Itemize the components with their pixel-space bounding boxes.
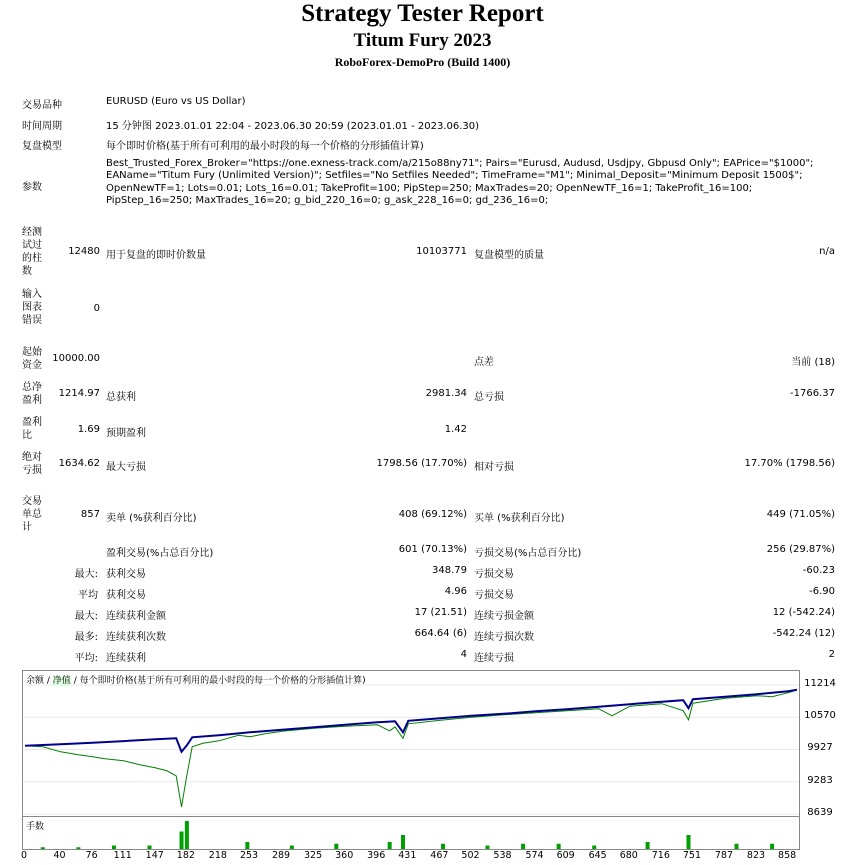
x-tick-label: 0	[20, 850, 28, 861]
short-label: 卖单 (%获利百分比)	[106, 513, 197, 524]
volume-chart	[22, 816, 800, 850]
loss-trades-value: 256 (29.87%)	[766, 544, 835, 555]
avg-consec-loss-value: 2	[828, 649, 835, 660]
volume-bar	[521, 844, 525, 849]
legend-equity: 净值	[52, 676, 71, 686]
errors-value: 0	[93, 303, 100, 314]
symbol-value: EURUSD (Euro vs US Dollar)	[106, 96, 246, 107]
x-tick-label: 538	[493, 850, 512, 861]
y-axis-labels	[800, 670, 845, 817]
max-consec-loss-label: 连续亏损金额	[474, 611, 534, 622]
spread-label: 点差	[474, 357, 494, 368]
max-consec-win-label: 连续获利金额	[106, 611, 166, 622]
profit-factor-value: 1.69	[77, 424, 100, 435]
most-label: 最多:	[74, 632, 98, 643]
volume-bar	[185, 821, 189, 849]
volume-chart-svg	[23, 817, 799, 849]
avg-loss-value: -6.90	[809, 586, 835, 597]
win-trades-label: 盈利交易(%占总百分比)	[106, 548, 214, 559]
legend-model: 每个即时价格(基于所有可利用的最小时段的每一个价格的分形插值计算)	[79, 676, 366, 686]
x-tick-label: 396	[367, 850, 386, 861]
volume-bar	[557, 844, 561, 849]
rel-drawdown-label: 相对亏损	[474, 462, 514, 473]
max-drawdown-value: 1798.56 (17.70%)	[376, 458, 467, 469]
quality-label: 复盘模型的质量	[474, 250, 544, 261]
x-tick-label: 858	[778, 850, 797, 861]
volume-bar	[441, 844, 445, 849]
x-tick-label: 40	[53, 850, 66, 861]
volume-bar	[334, 844, 338, 849]
x-tick-label: 253	[239, 850, 259, 861]
params-label: 参数	[22, 182, 42, 193]
max-drawdown-label: 最大亏损	[106, 462, 146, 473]
volume-bar	[41, 847, 45, 849]
gross-loss-value: -1766.37	[790, 388, 835, 399]
volume-bar	[485, 846, 489, 850]
max-consec-win-value: 17 (21.51)	[414, 607, 467, 618]
x-tick-label: 360	[335, 850, 354, 861]
volume-bar	[148, 846, 152, 850]
y-tick-label: 8639	[807, 807, 833, 818]
profit-factor-label: 盈利比	[22, 417, 42, 441]
spread-value: 当前 (18)	[791, 357, 835, 368]
bars-value: 12480	[68, 246, 100, 257]
loss-trades-label: 亏损交易(%占总百分比)	[474, 548, 582, 559]
volume-bar	[245, 842, 249, 849]
x-tick-label: 645	[588, 850, 607, 861]
short-value: 408 (69.12%)	[398, 509, 467, 520]
net-value: 1214.97	[58, 388, 100, 399]
volume-bar	[646, 842, 650, 849]
average-label: 平均	[78, 590, 98, 601]
x-tick-label: 502	[461, 850, 480, 861]
largest-loss-label: 亏损交易	[474, 569, 514, 580]
y-tick-label: 9927	[807, 742, 833, 754]
balance-chart	[22, 670, 800, 817]
avg-consec-win-label: 连续获利	[106, 653, 146, 664]
model-value: 每个即时价格(基于所有可利用的最小时段的每一个价格的分形插值计算)	[106, 141, 424, 152]
net-label: 总净盈利	[22, 382, 42, 406]
gross-loss-label: 总亏损	[474, 392, 504, 403]
x-tick-label: 325	[303, 850, 323, 861]
abs-drawdown-value: 1634.62	[58, 458, 100, 469]
abs-drawdown-label: 绝对亏损	[22, 452, 42, 476]
x-tick-label: 76	[85, 850, 98, 861]
gross-profit-label: 总获利	[106, 392, 136, 403]
avg-win-label: 获利交易	[106, 590, 146, 601]
x-tick-label: 574	[525, 850, 544, 861]
balance-chart-svg	[23, 671, 799, 816]
most-win-value: 664.64 (6)	[414, 628, 467, 639]
params-value: Best_Trusted_Forex_Broker="https://one.exness-track.com/a/215o88ny71"; Pairs="Eurusd, Audusd, Usdjpy, Gbpusd Only"; EAPrice="$1000"; EAName="Titum Fury (Unlimited Version)"; Setfiles="No Setfiles Needed"; TimeFrame="M1"; Minimal_Deposit="Minimum Deposit 1500$"; OpenNewTF=1; Lots=0.01; Lots_16=0.01; TakeProfit=100; PipStep=250; MaxTrades=20; OpenNewTF_16=1; TakeProfit_16=100; PipStep_16=250; MaxTrades_16=20; g_bid_220_16=0; g_ask_228_16=0; gd_236_16=0;	[106, 158, 814, 206]
largest-label: 最大:	[74, 569, 98, 580]
volume-bar	[180, 832, 184, 850]
equity-line	[25, 690, 797, 807]
x-tick-label: 823	[746, 850, 766, 861]
bars-label: 经测试过的柱数	[22, 227, 42, 277]
deposit-value: 10000.00	[52, 353, 100, 364]
x-tick-label: 218	[208, 850, 227, 861]
volume-bar	[76, 847, 80, 849]
x-tick-label: 609	[556, 850, 575, 861]
period-label: 时间周期	[22, 121, 62, 132]
quality-value: n/a	[819, 246, 835, 257]
volume-bar	[388, 842, 392, 849]
report-subtitle: Titum Fury 2023	[353, 30, 492, 51]
most-win-label: 连续获利次数	[106, 632, 166, 643]
avg-consec-loss-label: 连续亏损	[474, 653, 514, 664]
ticks-value: 10103771	[416, 246, 467, 257]
avg-consec-label: 平均:	[74, 653, 98, 664]
x-tick-label: 431	[398, 850, 417, 861]
volume-bar	[592, 846, 596, 850]
y-tick-label: 9283	[807, 774, 833, 786]
balance-line	[25, 690, 797, 752]
largest-win-value: 348.79	[432, 565, 467, 576]
rel-drawdown-value: 17.70% (1798.56)	[744, 458, 835, 469]
avg-loss-label: 亏损交易	[474, 590, 514, 601]
most-loss-label: 连续亏损次数	[474, 632, 534, 643]
x-tick-label: 147	[145, 850, 164, 861]
volume-bar	[686, 835, 690, 849]
volume-bar	[112, 846, 116, 850]
payoff-label: 预期盈利	[106, 428, 146, 439]
y-tick-label: 10570	[804, 710, 836, 722]
total-trades-label: 交易单总计	[22, 496, 42, 533]
most-loss-value: -542.24 (12)	[772, 628, 835, 639]
period-value: 15 分钟图 2023.01.01 22:04 - 2023.06.30 20:59 (2023.01.01 - 2023.06.30)	[106, 121, 480, 132]
total-trades-value: 857	[80, 509, 100, 520]
max-consec-label: 最大:	[74, 611, 98, 622]
avg-win-value: 4.96	[444, 586, 467, 597]
volume-bar	[735, 844, 739, 849]
gross-profit-value: 2981.34	[425, 388, 467, 399]
x-tick-label: 111	[113, 850, 132, 861]
volume-bar	[770, 844, 774, 849]
y-tick-label: 11214	[804, 678, 836, 689]
volume-legend: 手数	[26, 822, 45, 832]
payoff-value: 1.42	[444, 424, 467, 435]
model-label: 复盘模型	[22, 141, 62, 152]
x-tick-label: 787	[714, 850, 734, 861]
x-tick-label: 467	[430, 850, 449, 861]
chart-legend: 余额 / 净值 / 每个即时价格(基于所有可利用的最小时段的每一个价格的分形插值计算)	[26, 676, 366, 686]
max-consec-loss-value: 12 (-542.24)	[772, 607, 835, 618]
errors-label: 输入图表错误	[22, 289, 42, 326]
volume-bar	[290, 846, 294, 850]
long-value: 449 (71.05%)	[766, 509, 835, 520]
x-axis-labels	[0, 850, 845, 864]
volume-bar	[401, 835, 405, 849]
legend-balance: 余额	[26, 676, 45, 686]
avg-consec-win-value: 4	[460, 649, 467, 660]
symbol-label: 交易品种	[22, 100, 62, 111]
x-tick-label: 182	[176, 850, 195, 861]
x-tick-label: 680	[619, 850, 638, 861]
win-trades-value: 601 (70.13%)	[398, 544, 467, 555]
report-title: Strategy Tester Report	[301, 0, 544, 27]
x-tick-label: 716	[651, 850, 670, 861]
long-label: 买单 (%获利百分比)	[474, 513, 565, 524]
x-tick-label: 289	[271, 850, 291, 861]
x-tick-label: 751	[682, 850, 702, 861]
deposit-label: 起始资金	[22, 347, 42, 371]
ticks-label: 用于复盘的即时价数量	[106, 250, 206, 261]
largest-loss-value: -60.23	[802, 565, 835, 576]
largest-win-label: 获利交易	[106, 569, 146, 580]
server-info: RoboForex-DemoPro (Build 1400)	[334, 55, 511, 69]
